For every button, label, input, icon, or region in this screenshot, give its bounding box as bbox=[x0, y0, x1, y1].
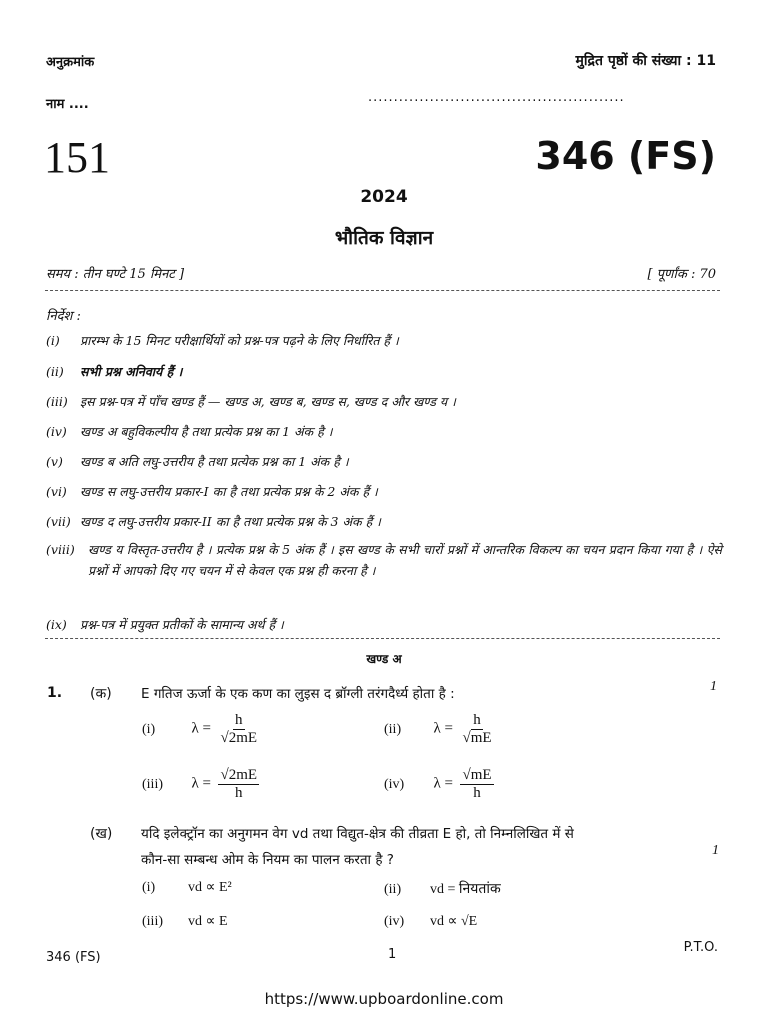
instruction-item: (vii) खण्ड द लघु-उत्तरीय प्रकार-II का है तथा प्रत्येक प्रश्न के 3 अंक हैं । bbox=[46, 514, 381, 529]
option-a-i: (i) λ = $\frac{h}{√2mE}$ bbox=[142, 712, 258, 746]
option-b-iii: (iii) vd ∝ E bbox=[142, 914, 228, 929]
name-dotted-line: .................................................. bbox=[368, 90, 625, 105]
exam-year: 2024 bbox=[360, 187, 408, 207]
section-title: खण्ड अ bbox=[366, 652, 402, 666]
option-a-ii: (ii) λ = $\frac{h}{√mE}$ bbox=[384, 712, 492, 746]
header-divider bbox=[45, 290, 720, 291]
time-allowed: समय : तीन घण्टे 15 मिनट ] bbox=[46, 267, 185, 282]
question-number: 1. bbox=[47, 685, 63, 701]
option-b-iv: (iv) vd ∝ √E bbox=[384, 914, 478, 929]
part-b-label: (ख) bbox=[90, 826, 113, 842]
instruction-item: (ix) प्रश्न-पत्र में प्रयुक्त प्रतीकों के सामान्य अर्थ हैं । bbox=[46, 617, 284, 632]
option-a-iv: (iv) λ = $\frac{√mE}{h}$ bbox=[384, 767, 492, 801]
part-b-marks: 1 bbox=[712, 843, 719, 858]
footer-paper-code: 346 (FS) bbox=[46, 950, 101, 965]
roll-number-label: अनुक्रमांक bbox=[46, 55, 95, 70]
instruction-item: (iii) इस प्रश्न-पत्र में पाँच खण्ड हैं — खण्ड अ, खण्ड ब, खण्ड स, खण्ड द और खण्ड य । bbox=[46, 394, 456, 409]
instructions-divider bbox=[45, 638, 720, 639]
instruction-item: (viii) खण्ड य विस्तृत-उत्तरीय है । प्रत्येक प्रश्न के 5 अंक हैं । इस खण्ड के सभी चारों प्रश्नों में आन्तरिक विकल्प का चयन प्रदान किया गया है । ऐसे प्रश्नों में आपको दिए गए चयन में से केवल एक प्रश्न ही करना है । bbox=[46, 542, 722, 578]
instruction-item: (ii) सभी प्रश्न अनिवार्य हैं । bbox=[46, 364, 183, 379]
part-a-question: E गतिज ऊर्जा के एक कण का लुइस द ब्रॉग्ली तरंगदैर्ध्य होता है : bbox=[141, 686, 455, 702]
paper-code: 346 (FS) bbox=[535, 134, 716, 178]
subject-title: भौतिक विज्ञान bbox=[334, 227, 434, 249]
instructions-title: निर्देश : bbox=[46, 309, 81, 324]
part-a-marks: 1 bbox=[710, 679, 717, 694]
instruction-item: (i) प्रारम्भ के 15 मिनट परीक्षार्थियों को प्रश्न-पत्र पढ़ने के लिए निर्धारित हैं । bbox=[46, 333, 399, 348]
please-turn-over: P.T.O. bbox=[683, 940, 718, 955]
page-number: 1 bbox=[388, 947, 397, 962]
instruction-item: (vi) खण्ड स लघु-उत्तरीय प्रकार-I का है तथा प्रत्येक प्रश्न के 2 अंक हैं । bbox=[46, 484, 378, 499]
part-a-label: (क) bbox=[90, 686, 112, 702]
option-b-i: (i) vd ∝ E² bbox=[142, 880, 232, 895]
name-label: नाम .... bbox=[46, 97, 89, 112]
paper-series-number: 151 bbox=[44, 133, 110, 182]
instruction-item: (iv) खण्ड अ बहुविकल्पीय है तथा प्रत्येक प्रश्न का 1 अंक है । bbox=[46, 424, 333, 439]
instruction-item: (v) खण्ड ब अति लघु-उत्तरीय है तथा प्रत्येक प्रश्न का 1 अंक है । bbox=[46, 454, 349, 469]
part-b-question-line1: यदि इलेक्ट्रॉन का अनुगमन वेग vd तथा विद्युत-क्षेत्र की तीव्रता E हो, तो निम्नलिखित में से bbox=[141, 826, 574, 842]
option-b-ii: (ii) vd = नियतांक bbox=[384, 882, 501, 897]
maximum-marks: [ पूर्णांक : 70 bbox=[647, 267, 716, 282]
printed-pages-label: मुद्रित पृष्ठों की संख्या : 11 bbox=[575, 53, 716, 69]
option-a-iii: (iii) λ = $\frac{√2mE}{h}$ bbox=[142, 767, 258, 801]
source-url-link[interactable]: https://www.upboardonline.com bbox=[264, 990, 504, 1008]
part-b-question-line2: कौन-सा सम्बन्ध ओम के नियम का पालन करता है ? bbox=[141, 852, 394, 868]
